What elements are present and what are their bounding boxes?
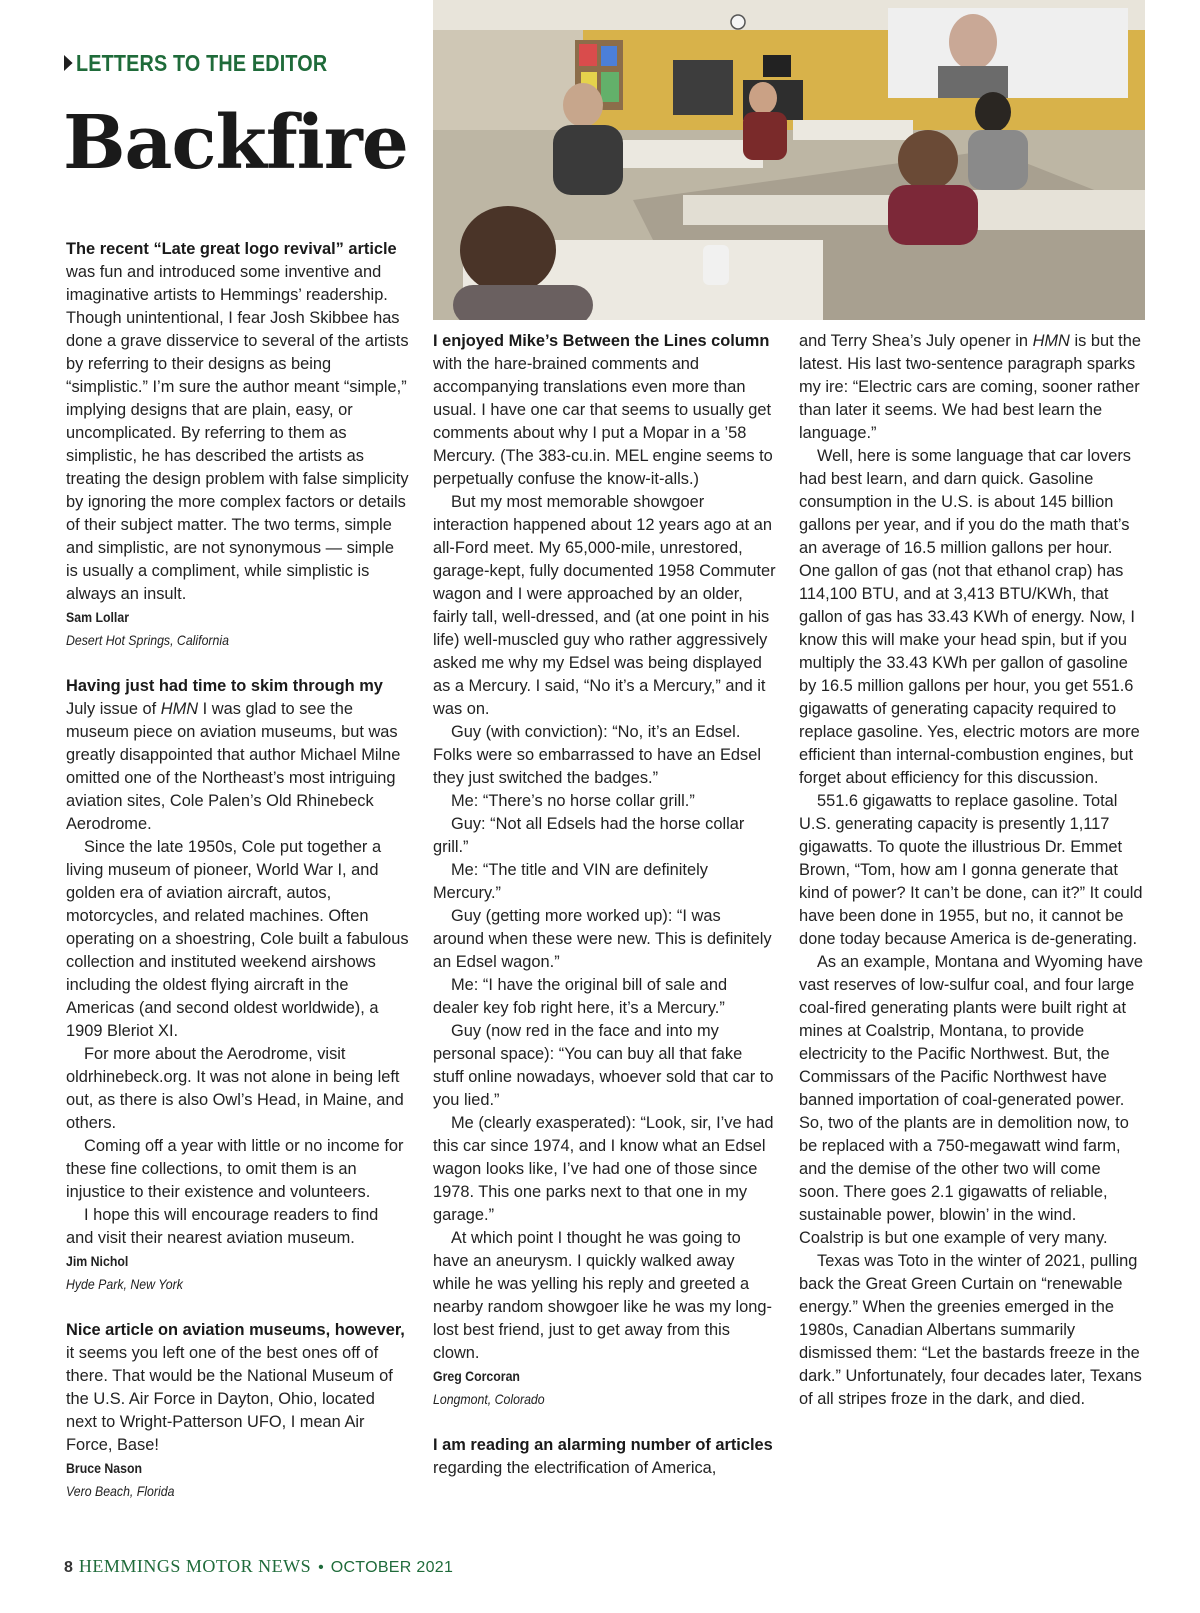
- letter-5-para-3: 551.6 gigawatts to replace gasoline. Total U.S. generating capacity is presently 1,117 gigawatts. To quote the illustrious Dr. Emmet Brown, “Tom, how am I gonna generate that kind of power? It can’t be done, can it?” It could have been done in 1955, but no, it cannot be done today because America is de-generating.: [799, 792, 1143, 948]
- section-label-text: LETTERS TO THE EDITOR: [76, 50, 328, 76]
- page-footer: [64, 1556, 453, 1577]
- letter-1-location: Desert Hot Springs, California: [66, 632, 229, 648]
- column-2: [433, 330, 776, 1480]
- section-label: [64, 50, 327, 77]
- letter-2-body-b: I was glad to see the museum piece on aviation museums, but was greatly disappointed that author Michael Milne omitted one of the Northeast’s most intriguing aviation sites, Cole Palen’s Old Rhinebeck Aerodrome.: [66, 700, 401, 833]
- letter-1-body: was fun and introduced some inventive and imaginative artists to Hemmings’ readership. Though unintentional, I fear Josh Skibbee has done a grave disservice to several of the artists by referring to their designs as being “simplistic.” I’m sure the author meant “simple,” implying designs that are plain, easy, or uncomplicated. By referring to them as simplistic, he has described the artists as treating the design problem with false simplicity by ignoring the more complex factors or details of their subject matter. The two terms, simple and simplistic, are not synonymous — simple is usually a compliment, while simplistic is always an insult.: [66, 263, 409, 603]
- letter-4-para-11: At which point I thought he was going to have an aneurysm. I quickly walked away while he was yelling his reply and greeted a nearby random showgoer like he was my long-lost best friend, just to get away from this clown.: [433, 1229, 772, 1362]
- letter-4-para-3: Guy (with conviction): “No, it’s an Edsel. Folks were so embarrassed to have an Edsel they just switched the badges.”: [433, 723, 761, 787]
- letter-4-para-7: Guy (getting more worked up): “I was around when these were new. This is definitely an Edsel wagon.”: [433, 907, 772, 971]
- letter-3-text: [66, 1319, 409, 1457]
- letter-5-text: [433, 1434, 776, 1480]
- letter-5-para-4: As an example, Montana and Wyoming have vast reserves of low-sulfur coal, and four large coal-fired generating plants were built right at mines at Coalstrip, Montana, to provide electricity to the Pacific Northwest. But, the Commissars of the Pacific Northwest have banned importation of coal-generated power. So, two of the plants are in demolition now, to be replaced with a 750-megawatt wind farm, and the demise of the other two will come soon. There goes 2.1 gigawatts of reliable, sustainable power, blowin’ in the wind. Coalstrip is but one example of very many.: [799, 953, 1144, 1247]
- letter-4-para-8: Me: “I have the original bill of sale and dealer key fob right here, it’s a Mercury.”: [433, 976, 728, 1017]
- letter-4-author: Greg Corcoran: [433, 1368, 520, 1384]
- letter-4-lead: I enjoyed Mike’s Between the Lines column: [433, 332, 770, 350]
- classroom-illustration: [433, 0, 1145, 320]
- triangle-marker-icon: [64, 55, 73, 71]
- letter-2-body-em: HMN: [160, 700, 199, 718]
- letter-2-text: [66, 675, 409, 836]
- letter-3-lead: Nice article on aviation museums, however,: [66, 1321, 405, 1339]
- letter-2-para-3: For more about the Aerodrome, visit oldrhinebeck.org. It was not alone in being left out, as there is also Owl’s Head, in Maine, and others.: [66, 1045, 404, 1132]
- letter-4-para-9: Guy (now red in the face and into my personal space): “You can buy all that fake stuff online nowadays, whoever sold that car to you lied.”: [433, 1022, 774, 1109]
- letter-4-para-10: Me (clearly exasperated): “Look, sir, I’ve had this car since 1974, and I know what an Edsel wagon looks like, I’ve had one of those since 1978. This one parks next to that one in my garage.”: [433, 1114, 774, 1224]
- classroom-photo: [433, 0, 1145, 320]
- letter-1-lead: The recent “Late great logo revival” article: [66, 240, 397, 258]
- letter-5-cont-b: is but the latest. His last two-sentence paragraph sparks my ire: “Electric cars are coming, sooner rather than later it seems. We had best learn the language.”: [799, 332, 1141, 442]
- page-title: Backfire: [63, 100, 408, 186]
- publication-name: HEMMINGS MOTOR NEWS: [78, 1556, 312, 1576]
- letter-4-text: [433, 330, 776, 491]
- letter-2-para-2: Since the late 1950s, Cole put together a living museum of pioneer, World War I, and golden era of aviation aircraft, autos, motorcycles, and related machines. Often operating on a shoestring, Cole built a fabulous collection and instituted weekend airshows including the oldest flying aircraft in the Americas (and second oldest worldwide), a 1909 Bleriot XI.: [66, 838, 409, 1040]
- letter-3-body: it seems you left one of the best ones off of there. That would be the National Museum of the U.S. Air Force in Dayton, Ohio, located next to Wright-Patterson UFO, I mean Air Force, Base!: [66, 1344, 393, 1454]
- letter-5-body: regarding the electrification of America,: [433, 1459, 717, 1477]
- letter-1-author: Sam Lollar: [66, 609, 130, 625]
- column-1: [66, 238, 409, 1503]
- letter-4-para-6: Me: “The title and VIN are definitely Mercury.”: [433, 861, 708, 902]
- letter-3-location: Vero Beach, Florida: [66, 1483, 175, 1499]
- letter-5-para-2: Well, here is some language that car lovers had best learn, and darn quick. Gasoline consumption in the U.S. is about 145 billion gallons per year, and if you do the math that’s an average of 16.5 million gallons per hour. One gallon of gas (not that ethanol crap) has 114,100 BTU, and at 3,413 BTU/KWh, that gallon of gas has 33.43 KWh of energy. Now, I know this will make your head spin, but if you multiply the 33.43 KWh per gallon of gasoline by 16.5 million gallons per hour, you get 551.6 gigawatts of generating capacity required to replace gasoline. Yes, electric motors are more efficient than internal-combustion engines, but forget about efficiency for this discussion.: [799, 447, 1140, 787]
- issue-date: OCTOBER 2021: [330, 1559, 454, 1576]
- footer-separator: •: [318, 1559, 324, 1576]
- letter-2-para-4: Coming off a year with little or no income for these fine collections, to omit them is an injustice to their existence and volunteers.: [66, 1137, 404, 1201]
- letter-5-cont-a: and Terry Shea’s July opener in: [799, 332, 1033, 350]
- letter-2-para-5: I hope this will encourage readers to find and visit their nearest aviation museum.: [66, 1206, 379, 1247]
- letter-5-para-5: Texas was Toto in the winter of 2021, pulling back the Great Green Curtain on “renewable energy.” When the greenies emerged in the 1980s, Canadian Albertans summarily dismissed them: “Let the bastards freeze in the dark.” Unfortunately, four decades later, Texans of all stripes froze in the dark, and died.: [799, 1252, 1142, 1408]
- letter-2-lead: Having just had time to skim through my: [66, 677, 383, 695]
- letter-5-cont-em: HMN: [1032, 332, 1070, 350]
- letter-3-author: Bruce Nason: [66, 1460, 142, 1476]
- letter-2-body-a: July issue of: [66, 700, 161, 718]
- letter-5-cont: [799, 330, 1145, 445]
- letter-4-para-5: Guy: “Not all Edsels had the horse collar grill.”: [433, 815, 745, 856]
- letter-4-para-2: But my most memorable showgoer interaction happened about 12 years ago at an all-Ford meet. My 65,000-mile, unrestored, garage-kept, fully documented 1958 Commuter wagon and I were approached by an older, fairly tall, well-dressed, and (at one point in his life) well-muscled guy who rather aggressively asked me why my Edsel was being displayed as a Mercury. I said, “No it’s a Mercury,” and it was on.: [433, 493, 776, 718]
- column-3: [799, 330, 1145, 1411]
- letter-1-text: [66, 238, 409, 606]
- letter-5-lead: I am reading an alarming number of articles: [433, 1436, 773, 1454]
- letter-2-location: Hyde Park, New York: [66, 1276, 183, 1292]
- letter-4-location: Longmont, Colorado: [433, 1391, 545, 1407]
- letter-2-author: Jim Nichol: [66, 1253, 129, 1269]
- page-number: 8: [64, 1559, 73, 1576]
- letter-4-para-4: Me: “There’s no horse collar grill.”: [451, 792, 695, 810]
- letter-4-body: with the hare-brained comments and accompanying translations even more than usual. I have one car that seems to usually get comments about why I put a Mopar in a ’58 Mercury. (The 383-cu.in. MEL engine seems to perpetually confuse the know-it-alls.): [433, 355, 773, 488]
